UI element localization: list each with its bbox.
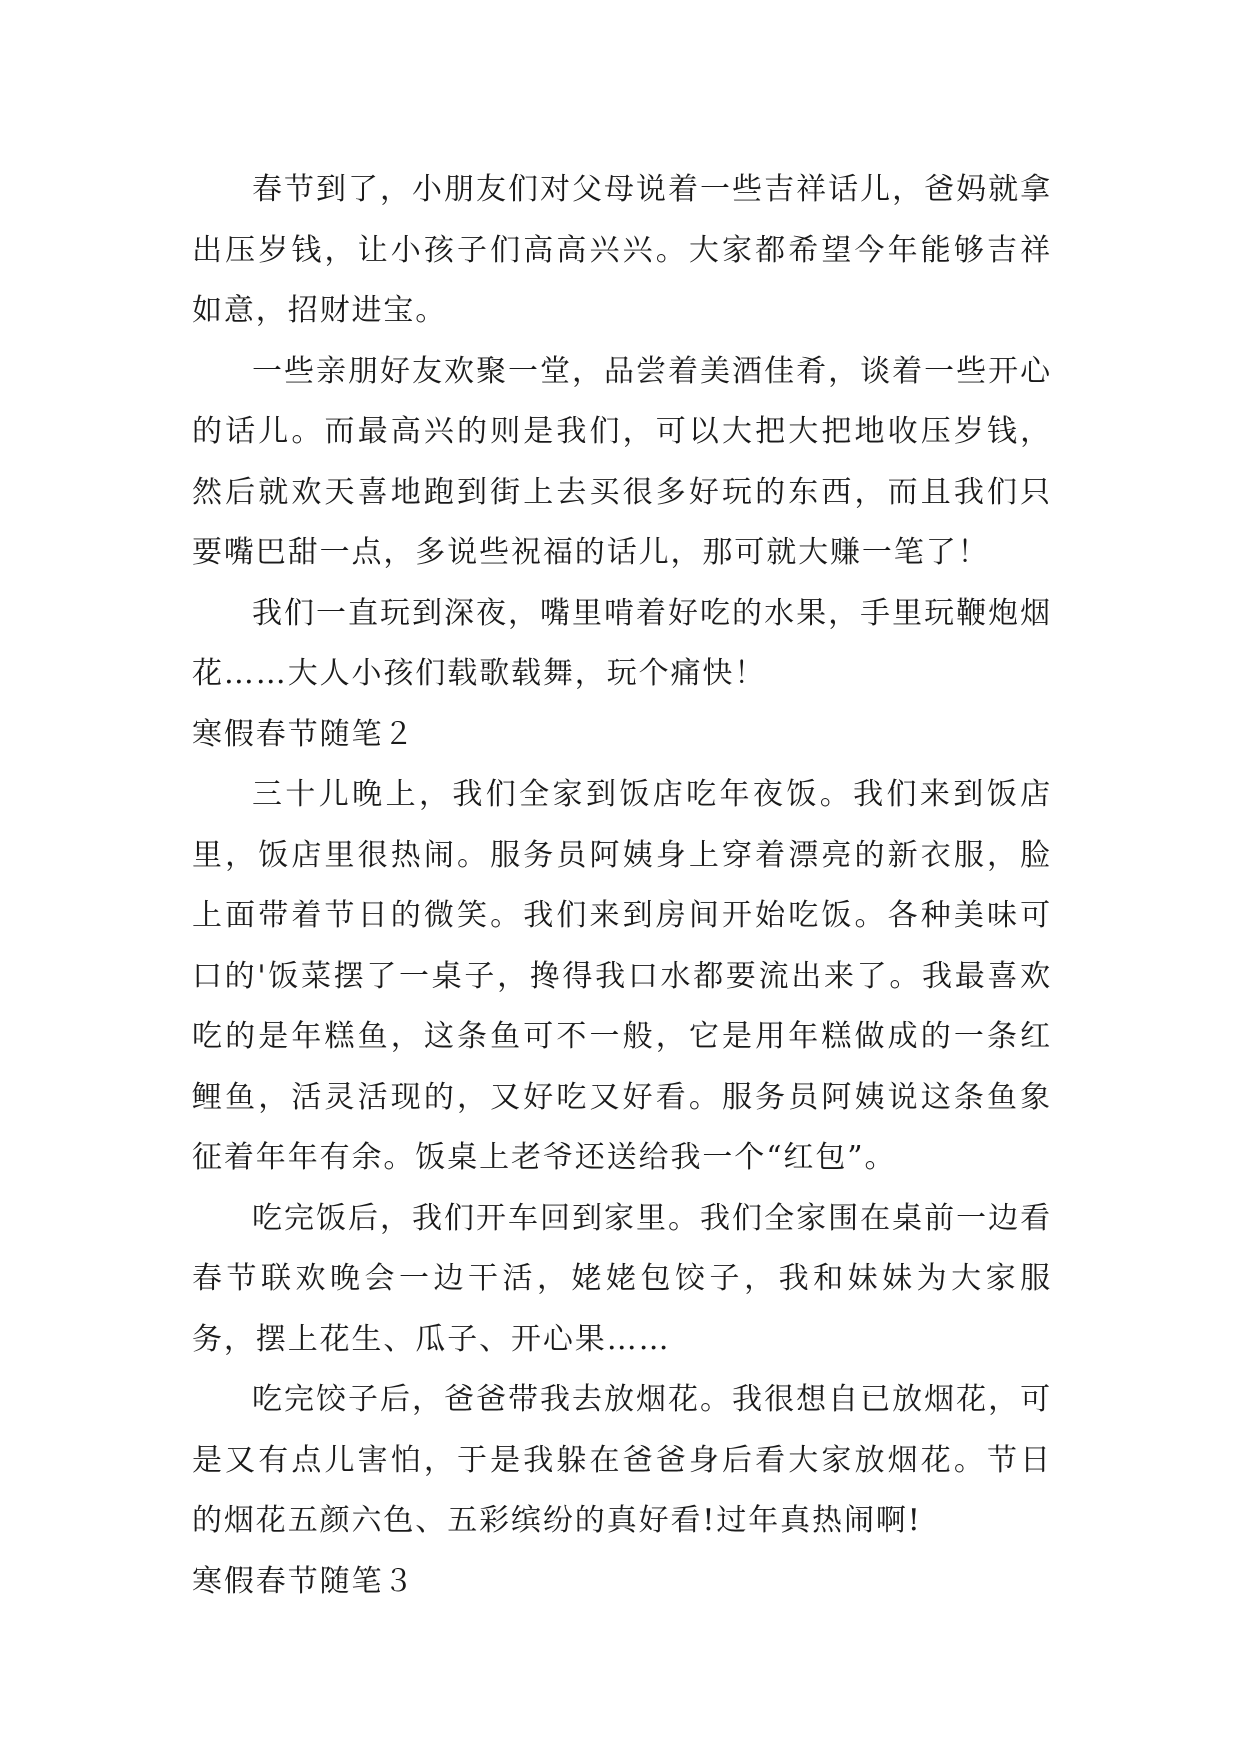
- paragraph-5: 吃完饭后，我们开车回到家里。我们全家围在桌前一边看春节联欢晚会一边干活，姥姥包饺子，我和妹妹为大家服务，摆上花生、瓜子、开心果……: [192, 1200, 1052, 1357]
- paragraph-4: 三十儿晚上，我们全家到饭店吃年夜饭。我们来到饭店里，饭店里很热闹。服务员阿姨身上穿着漂亮的新衣服，脸上面带着节日的微笑。我们来到房间开始吃饭。各种美味可口的'饭菜摆了一桌子，搀得我口水都要流出来了。我最喜欢吃的是年糕鱼，这条鱼可不一般，它是用年糕做成的一条红鲤鱼，活灵活现的，又好吃又好看。服务员阿姨说这条鱼象征着年年有余。饭桌上老爷还送给我一个“红包”。: [192, 777, 1052, 1175]
- section-heading-3: 寒假春节随笔３: [192, 1563, 416, 1599]
- paragraph-2: 一些亲朋好友欢聚一堂，品尝着美酒佳肴，谈着一些开心的话儿。而最高兴的则是我们，可以大把大把地收压岁钱，然后就欢天喜地跑到街上去买很多好玩的东西，而且我们只要嘴巴甜一点，多说些祝福的话儿，那可就大赚一笔了！: [192, 353, 1052, 570]
- paragraph-3: 我们一直玩到深夜，嘴里啃着好吃的水果，手里玩鞭炮烟花……大人小孩们载歌载舞，玩个痛快！: [192, 595, 1052, 691]
- document-page: [192, 160, 1052, 1612]
- paragraph-6: 吃完饺子后，爸爸带我去放烟花。我很想自已放烟花，可是又有点儿害怕，于是我躲在爸爸身后看大家放烟花。节日的烟花五颜六色、五彩缤纷的真好看!过年真热闹啊!: [192, 1382, 1052, 1538]
- section-heading-2: 寒假春节随笔２: [192, 716, 416, 752]
- paragraph-1: 春节到了，小朋友们对父母说着一些吉祥话儿，爸妈就拿出压岁钱，让小孩子们高高兴兴。大家都希望今年能够吉祥如意，招财进宝。: [192, 172, 1052, 328]
